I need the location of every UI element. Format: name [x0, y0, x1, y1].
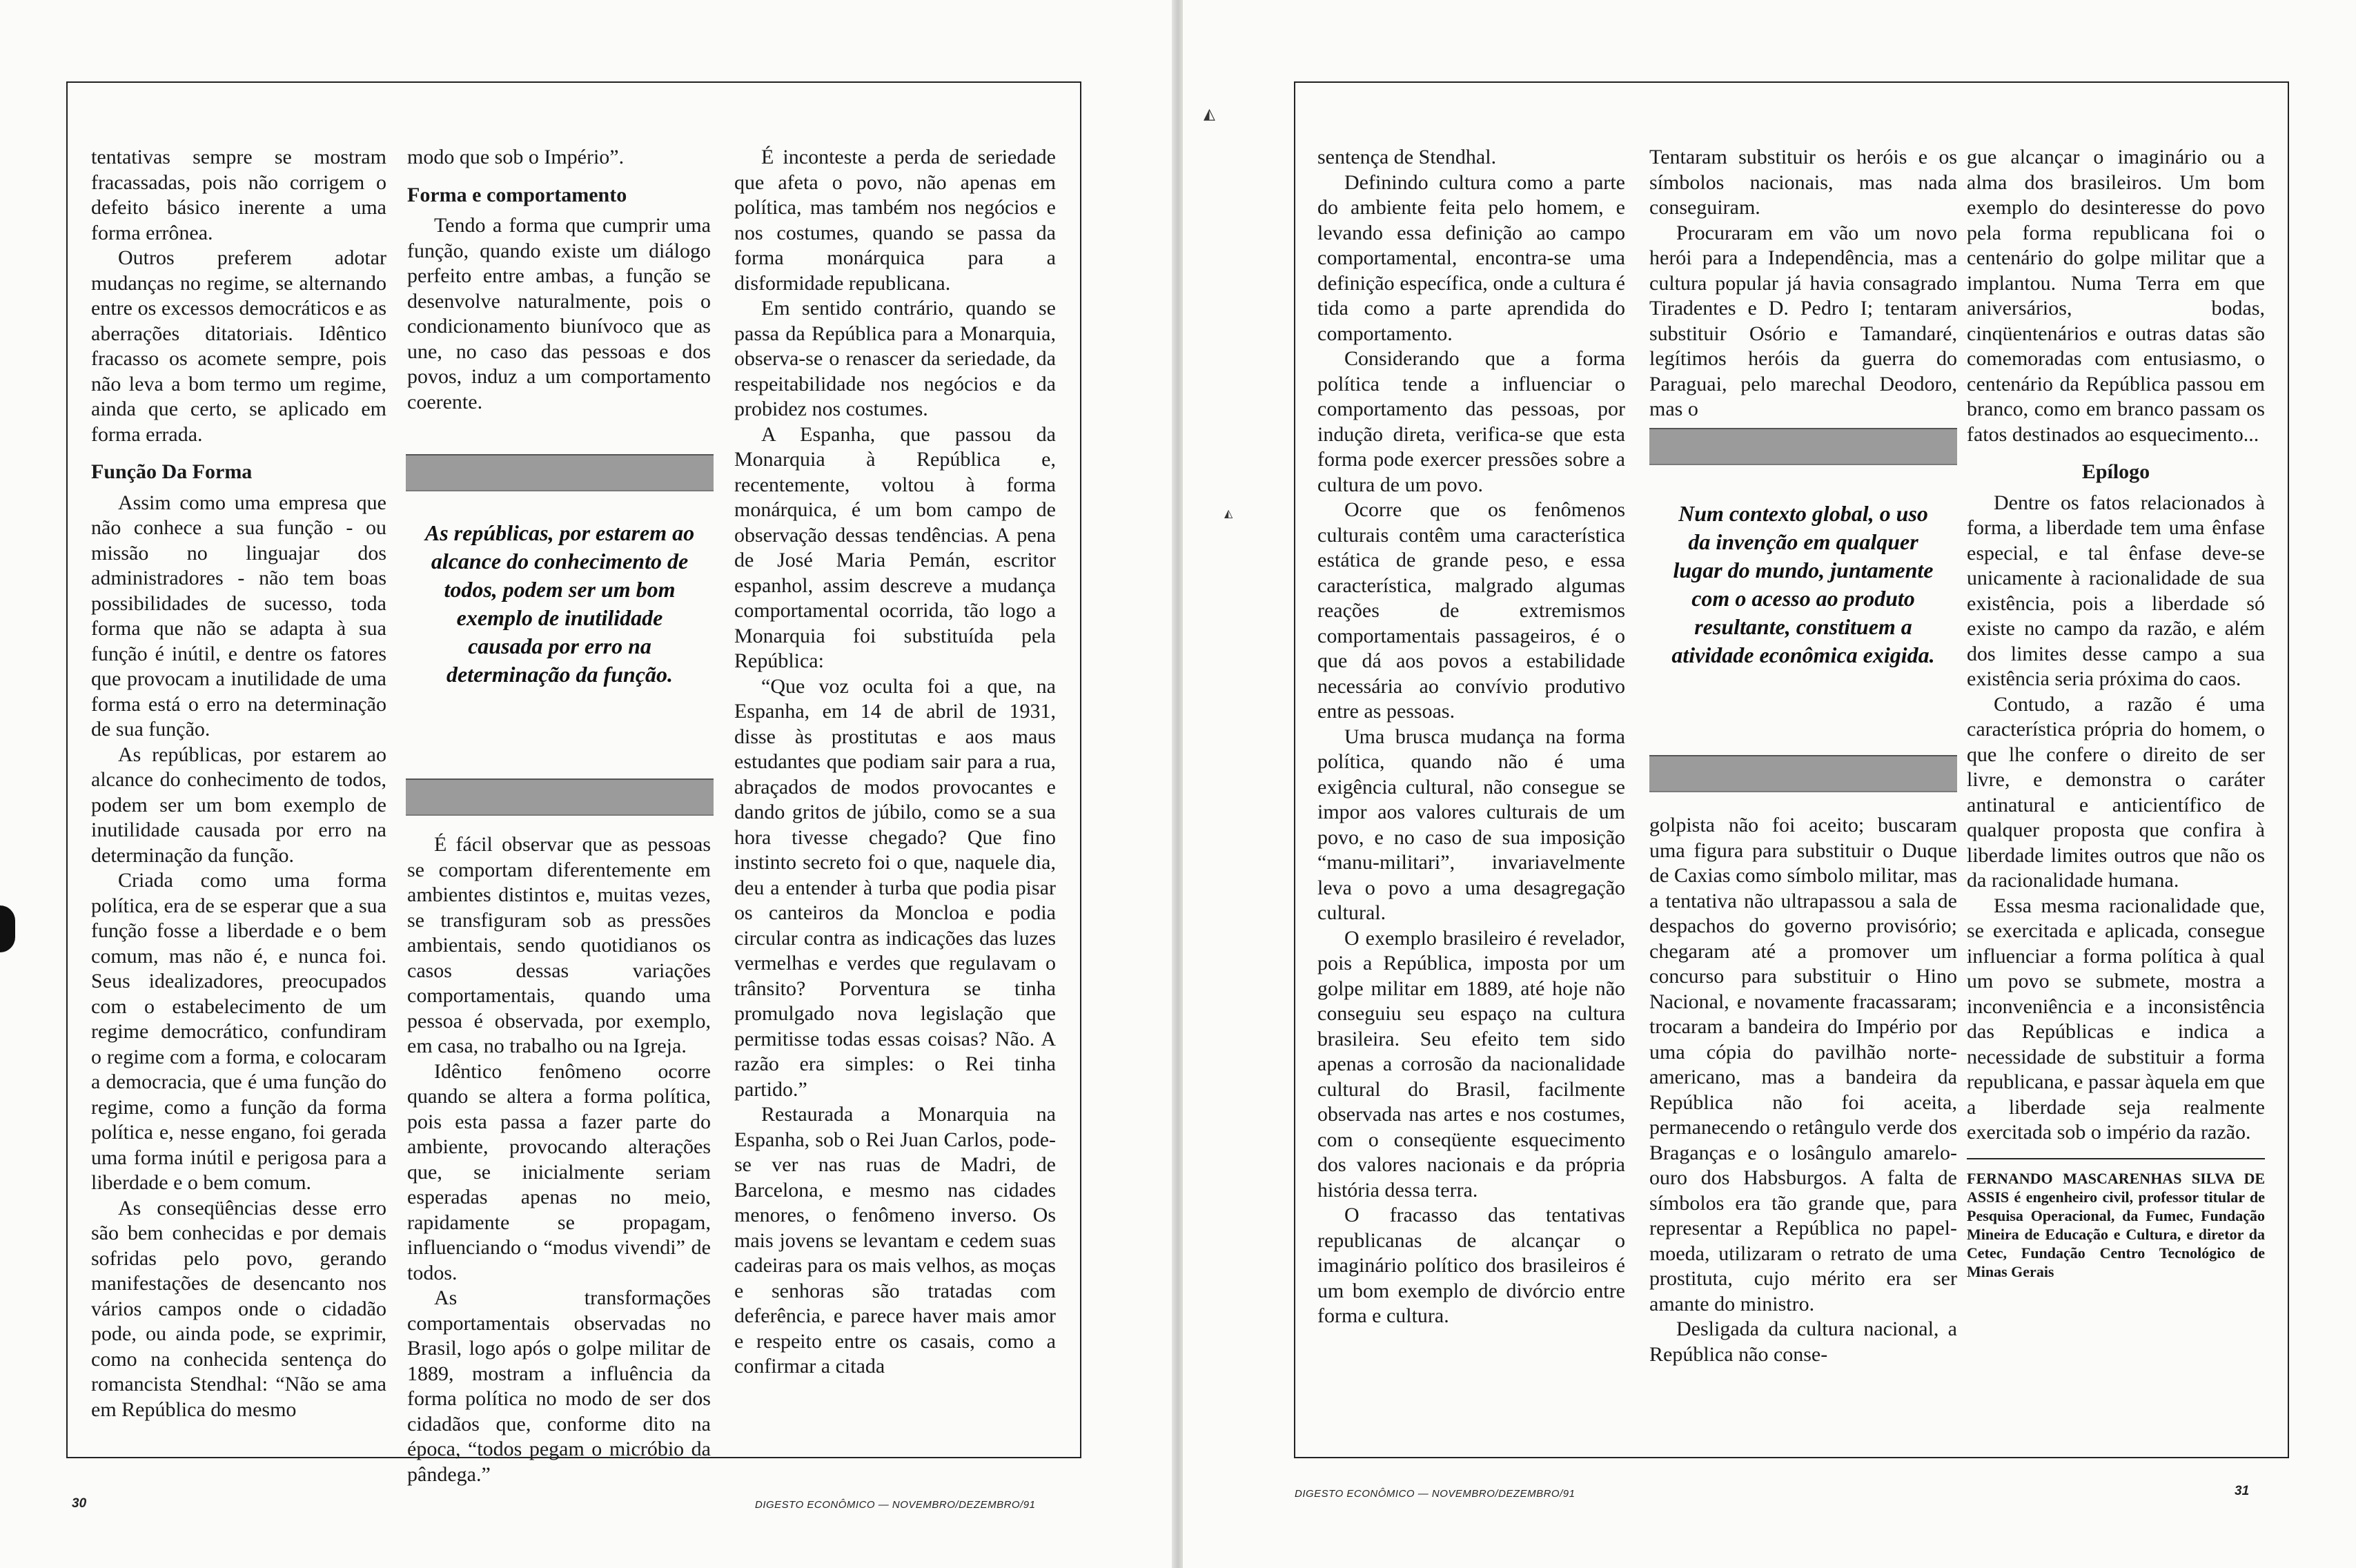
scan-mark-mid: ◭ [1224, 508, 1233, 520]
paragraph: Idêntico fenômeno ocorre quando se altera a forma política, pois esta passa a fazer parte do ambiente, provocando alterações que, se inicialmente seriam esperadas apenas no meio, rapidamente se propagam, influenciando o “modus vivendi” de todos. [407, 1059, 711, 1284]
right-column-2-bottom [1649, 813, 1957, 1367]
paragraph: modo que sob o Império”. [407, 146, 625, 168]
scan-thumb-shadow [0, 905, 15, 952]
paragraph: Desligada da cultura nacional, a República não conse- [1649, 1317, 1957, 1366]
author-bio-rule [1967, 1158, 2265, 1159]
paragraph: Essa mesma racionalidade que, se exercitada e aplicada, consegue influenciar a forma política à qual um povo se submete, mostra a inconveniência e a inconsistência das Repúblicas e indica a necessidade de substituir a forma republicana, e passar àquela em que a liberdade seja realmente exercitada sob o império da razão. [1967, 894, 2265, 1144]
paragraph: sentença de Stendhal. [1317, 146, 1497, 168]
paragraph: As repúblicas, por estarem ao alcance do conhecimento de todos, podem ser um bom exemplo de inutilidade causada por erro na determinação da função. [91, 743, 386, 867]
left-column-1 [91, 145, 386, 1422]
paragraph: Procuraram em vão um novo herói para a Independência, mas a cultura popular já havia consagrado Tiradentes e D. Pedro I; tentaram substituir Osório e Tamandaré, legítimos heróis da guerra do Paraguai, pelo marechal Deodoro, mas o [1649, 221, 1957, 420]
section-heading: Forma e comportamento [407, 183, 627, 206]
right-page-footer: DIGESTO ECONÔMICO — NOVEMBRO/DEZEMBRO/91 [1295, 1488, 1575, 1500]
paragraph: Restaurada a Monarquia na Espanha, sob o Rei Juan Carlos, pode-se ver nas ruas de Madri, de Barcelona, e mesmo nas cidades menores, o fenômeno inverso. Os mais jovens se levantam e cedem suas cadeiras para os mais velhos, as moças e senhoras são tratadas com deferência, e parece haver mais amor e respeito entre os casais, como a confirmar a citada [734, 1103, 1056, 1378]
paragraph: Definindo cultura como a parte do ambiente feita pelo homem, e levando essa definição ao campo comportamental, encontra-se uma definição específica, onde a cultura é tida como a parte aprendida do comportamento. [1317, 170, 1625, 345]
section-heading: Função Da Forma [91, 460, 253, 483]
paragraph: É fácil observar que as pessoas se comportam diferentemente em ambientes distintos e, muitas vezes, se transfiguram sob as pressões ambientais, sendo quotidianos os casos dessas variações comportamentais, quando uma pessoa é observada, por exemplo, em casa, no trabalho ou na Igreja. [407, 833, 711, 1057]
paragraph: golpista não foi aceito; buscaram uma figura para substituir o Duque de Caxias como símbolo militar, mas a tentativa não ultrapassou a sala de despachos do governo provisório; chegaram até a promover um concurso para substituir o Hino Nacional, e novamente fracassaram; trocaram a bandeira do Império por uma cópia do pavilhão norte-americano, mas a bandeira da República não foi aceita, permanecendo o retângulo verde dos Braganças e o losângulo amarelo-ouro dos Habsburgos. A falta de símbolos era tão grande que, para representar a República no papel-moeda, utilizaram o retrato de uma prostituta, cujo mérito era ser amante do ministro. [1649, 814, 1957, 1315]
paragraph: Tentaram substituir os heróis e os símbolos nacionais, mas nada conseguiram. [1649, 146, 1957, 219]
paragraph: As conseqüências desse erro são bem conhecidas e por demais sofridas pelo povo, gerando manifestações de desencanto nos vários campos onde o cidadão pode, ou ainda pode, se exprimir, como na conhecida sentença do romancista Stendhal: “Não se ama em República do mesmo [91, 1196, 386, 1421]
paragraph: Considerando que a forma política tende a influenciar o comportamento das pessoas, por indução direta, verifica-se que esta forma pode exercer pressões sobre a cultura de um povo. [1317, 347, 1625, 496]
paragraph: Uma brusca mudança na forma política, quando não é uma exigência cultural, não consegue se impor aos valores culturais de um povo, e no caso de sua imposição “manu-militari”, invariavelmente leva o povo a uma desagregação cultural. [1317, 725, 1625, 924]
paragraph: Assim como uma empresa que não conhece a sua função - ou missão no linguajar dos administradores - não tem boas possibilidades de sucesso, toda forma que não se adapta à sua função é inútil, e dentre os fatores que provocam a inutilidade de uma forma está o erro na determinação de sua função. [91, 491, 386, 741]
paragraph: “Que voz oculta foi a que, na Espanha, em 14 de abril de 1931, disse às prostitutas e aos maus estudantes que podiam sair para a rua, abraçados de modos provocantes e dando gritos de júbilo, como se a sua hora tivesse chegado? Que fino instinto secreto foi o que, naquele dia, deu a entender à turba que podia pisar os canteiros da Moncloa e podia circular contra as indicações das luzes vermelhas e verdes que regulavam o trânsito? Porventura se tinha promulgado nova legislação que permitisse todas essas coisas? Não. A razão era simples: o Rei tinha partido.” [734, 674, 1056, 1101]
right-page [1183, 0, 2356, 1568]
paragraph: Ocorre que os fenômenos culturais contêm uma característica estática de grande peso, e essa característica, malgrado algumas reações de extremismos comportamentais passageiros, é o que dá aos povos a estabilidade necessária ao convívio produtivo entre as pessoas. [1317, 498, 1625, 723]
paragraph: gue alcançar o imaginário ou a alma dos brasileiros. Um bom exemplo do desinteresse do povo pela forma republicana foi o centenário do golpe militar que a implantou. Numa Terra em que aniversários, bodas, cinqüentenários e outras datas são comemoradas com entusiasmo, o centenário da República passou em branco, como em branco passam os fatos destinados ao esquecimento... [1967, 146, 2265, 446]
paragraph: Criada como uma forma política, era de se esperar que a sua função fosse a liberdade e o bem comum, mas não é, e nunca foi. Seus idealizadores, preocupados com o estabelecimento de um regime democrático, confundiram o regime com a forma, e colocaram a democracia, que é uma função do regime, como a função da forma política e, nesse engano, foi gerada uma forma inútil e perigosa para a liberdade e o bem comum. [91, 869, 386, 1194]
paragraph: A Espanha, que passou da Monarquia à República e, recentemente, voltou à forma monárquica, é um bom campo de observação dessas tendências. A pena de José Maria Pemán, escritor espanhol, assim descreve a mudança comportamental ocorrida, tão logo a Monarquia foi substituída pela República: [734, 422, 1056, 672]
author-bio: FERNANDO MASCARENHAS SILVA DE ASSIS é engenheiro civil, professor titular de Pesquisa Operacional, da Fumec, Fundação Mineira de Educação e Cultura, e diretor da Cetec, Fundação Centro Tecnológico de Minas Gerais [1967, 1169, 2265, 1280]
left-column-2-bottom [407, 832, 711, 1487]
paragraph: As transformações comportamentais observadas no Brasil, logo após o golpe militar de 1889, mostram a influência da forma política no modo de ser dos cidadãos que, conforme dito na época, “todos pegam o micróbio da pândega.” [407, 1286, 711, 1486]
paragraph: O fracasso das tentativas republicanas de alcançar o imaginário político dos brasileiros é um bom exemplo de divórcio entre forma e cultura. [1317, 1204, 1625, 1327]
paragraph: É inconteste a perda de seriedade que afeta o povo, não apenas em política, mas também nos negócios e nos costumes, quando se passa da forma monárquica para a disformidade republicana. [734, 146, 1056, 295]
right-column-2-top [1649, 145, 1957, 422]
right-column-3-body [1967, 145, 2265, 1146]
left-pullquote: As repúblicas, por estarem ao alcance do conhecimento de todos, podem ser um bom exemplo de inutilidade causada por erro na determinação da função. [424, 520, 695, 687]
paragraph: Dentre os fatos relacionados à forma, a liberdade tem uma ênfase especial, e tal ênfase deve-se unicamente à racionalidade de sua existência, pois a liberdade só existe no campo da razão, e além dos limites desse campo a sua existência seria próxima do caos. [1967, 491, 2265, 690]
left-page [0, 0, 1173, 1568]
scan-mark-top: ◭ [1204, 105, 1215, 122]
left-pullquote-top-bar [406, 454, 714, 491]
left-page-footer: DIGESTO ECONÔMICO — NOVEMBRO/DEZEMBRO/91 [755, 1499, 1036, 1511]
paragraph: Tendo a forma que cumprir uma função, quando existe um diálogo perfeito entre ambas, a função se desenvolve naturalmente, pois o condicionamento biunívoco que as une, no caso das pessoas e dos povos, induz a um comportamento coerente. [407, 214, 711, 413]
paragraph: tentativas sempre se mostram fracassadas, pois não corrigem o defeito básico inerente a uma forma errônea. [91, 146, 386, 244]
right-column-1 [1317, 145, 1625, 1329]
left-pullquote-bottom-bar [406, 778, 714, 816]
right-page-number: 31 [2235, 1484, 2250, 1498]
left-column-2-top [407, 145, 711, 415]
paragraph: O exemplo brasileiro é revelador, pois a República, imposta por um golpe militar em 1889, até hoje não conseguiu seu espaço na cultura brasileira. Seu efeito tem sido apenas a corrosão da nacionalidade cultural do Brasil, facilmente observada nas artes e nos costumes, com o conseqüente esquecimento dos valores nacionais e da própria história dessa terra. [1317, 926, 1625, 1202]
left-page-number: 30 [72, 1496, 87, 1511]
right-pullquote: Num contexto global, o uso da invenção em qualquer lugar do mundo, juntamente com o acesso ao produto resultante, constituem a atividade econômica exigida. [1671, 501, 1935, 667]
paragraph: Outros preferem adotar mudanças no regime, se alternando entre os excessos democráticos e as aberrações ditatoriais. Idêntico fracasso os acomete sempre, pois não leva a bom termo um regime, ainda que certo, se aplicado em forma errada. [91, 246, 386, 446]
left-column-3 [734, 145, 1056, 1380]
paragraph: Contudo, a razão é uma característica própria do homem, o que lhe confere o direito de ser livre, e demonstra o caráter antinatural e anticientífico de qualquer proposta que confira à liberdade limites outros que não os da racionalidade humana. [1967, 692, 2265, 892]
right-column-3 [1967, 145, 2265, 1281]
section-heading: Epílogo [2081, 460, 2150, 483]
right-pullquote-bottom-bar [1649, 755, 1957, 792]
right-pullquote-top-bar [1649, 428, 1957, 465]
paragraph: Em sentido contrário, quando se passa da República para a Monarquia, observa-se o renascer da seriedade, da respeitabilidade nos negócios e da probidez nos costumes. [734, 297, 1056, 420]
